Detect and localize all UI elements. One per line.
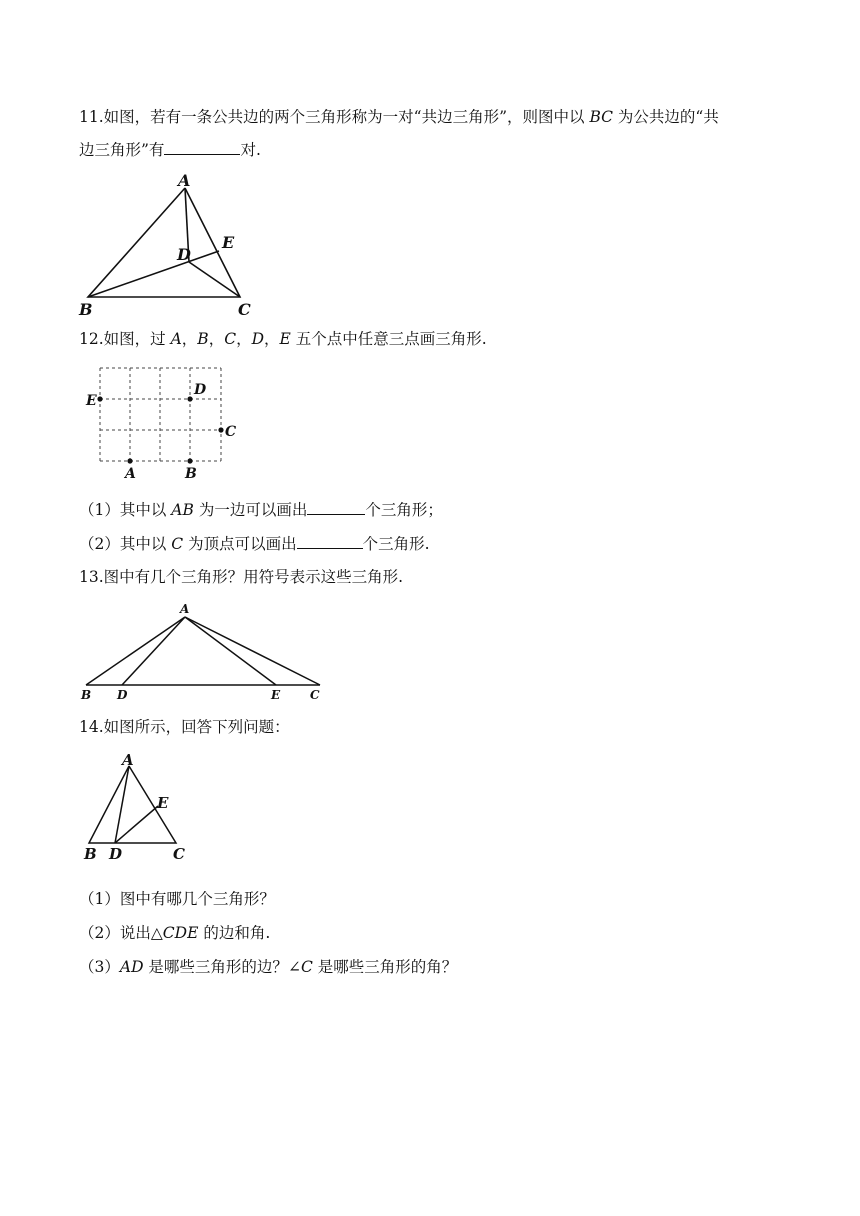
q11-var-bc: BC [589, 108, 613, 126]
q13-stem: 13.图中有几个三角形？用符号表示这些三角形. [79, 568, 404, 586]
q12-sub1-var: AB [171, 501, 194, 519]
q12-sep: ， [181, 330, 198, 348]
q12-var-b: B [197, 330, 209, 348]
q14-sub3-var-ad: AD [119, 958, 144, 976]
q12-label-d: D [194, 382, 207, 398]
q14-sub2-text: （2）说出 [79, 924, 151, 942]
q12-sep: ， [236, 330, 252, 348]
q12-sep: ， [208, 330, 225, 348]
q14-label-a: A [122, 751, 134, 769]
q12-text-end: 五个点中任意三点画三角形. [290, 330, 487, 348]
q12-label-c: C [225, 424, 237, 440]
q13-label-c: C [310, 688, 320, 702]
q14-segment-ad [115, 766, 129, 843]
q14-sub3-text2: 是哪些三角形的边？ [143, 958, 288, 976]
q12-sub1-text3: 个三角形； [365, 501, 443, 519]
q14-label-c: C [173, 845, 185, 863]
q14-angle-symbol: ∠ [287, 958, 301, 976]
q13-label-a: A [180, 602, 190, 616]
q11-label-e: E [222, 233, 235, 252]
q13-label-d: D [117, 688, 128, 702]
q12-var-d: D [251, 330, 265, 348]
q12-label-a: A [125, 466, 136, 482]
q12-sep: ， [264, 330, 280, 348]
q12-label-e: E [86, 393, 97, 409]
q14-label-d: D [109, 845, 123, 863]
q12-var-a: A [170, 330, 182, 348]
q12-text: 12.如图，过 [79, 330, 171, 348]
q13-label-e: E [271, 688, 281, 702]
q11-text-end: 为公共边的“共 [612, 108, 719, 126]
q12-sub1-text: （1）其中以 [79, 501, 172, 519]
q14-triangle-symbol: △ [150, 924, 163, 942]
q14-sub3-text3: 是哪些三角形的角？ [312, 958, 458, 976]
q12-sub2-text2: 为顶点可以画出 [183, 535, 297, 553]
q12-label-b: B [185, 466, 197, 482]
q11-label-a: A [178, 171, 191, 190]
q14-sub3-var-c: C [300, 958, 313, 976]
q12-sub2-var: C [171, 535, 184, 553]
q11-label-d: D [177, 245, 191, 264]
q14-sub2-var: CDE [162, 924, 199, 942]
q14-stem: 14.如图所示，回答下列问题： [79, 718, 290, 736]
q14-label-e: E [157, 794, 169, 812]
q11-text: 11.如图，若有一条公共边的两个三角形称为一对“共边三角形”，则图中以 [79, 108, 590, 126]
q13-label-b: B [81, 688, 92, 702]
q14-label-b: B [84, 845, 97, 863]
q12-var-e: E [279, 330, 291, 348]
q11-text2-end: 对. [240, 141, 261, 159]
q11-text2: 边三角形”有 [79, 141, 165, 159]
q14-sub3-text: （3） [79, 958, 120, 976]
q11-label-c: C [238, 300, 251, 319]
q12-sub2-text3: 个三角形. [362, 535, 430, 553]
q12-sub2-text: （2）其中以 [79, 535, 172, 553]
q14-sub3 [79, 957, 457, 977]
q12-sub1-text2: 为一边可以画出 [193, 501, 308, 519]
q11-label-b: B [79, 300, 93, 319]
q14-sub2-text2: 的边和角. [198, 924, 271, 942]
q14-sub2 [79, 923, 270, 943]
q14-sub1: （1）图中有哪几个三角形？ [79, 890, 275, 908]
q12-var-c: C [224, 330, 237, 348]
